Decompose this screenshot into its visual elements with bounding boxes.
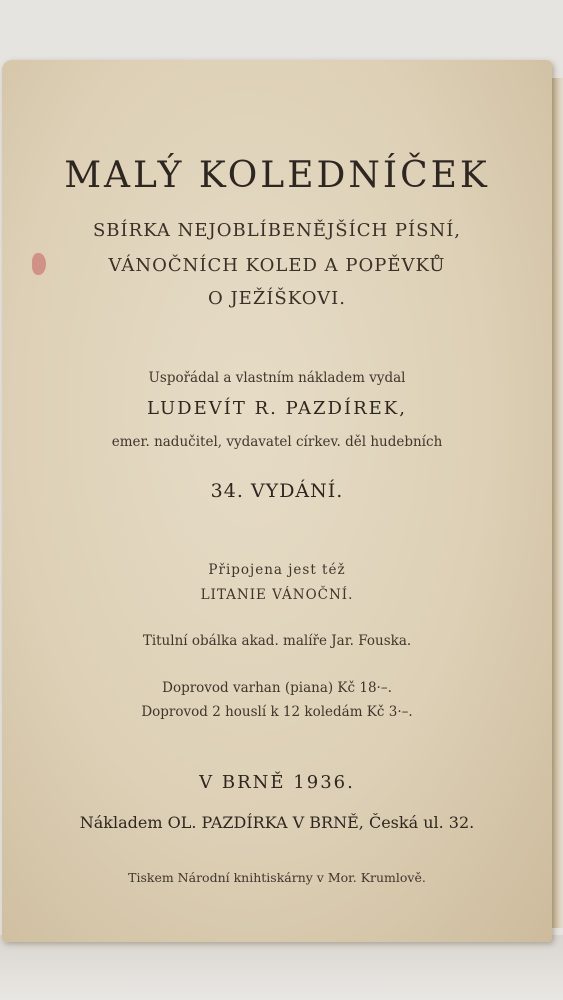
accompaniment-line-2: Doprovod 2 houslí k 12 koledám Kč 3·–.	[141, 704, 413, 720]
cover-credit: Titulní obálka akad. malíře Jar. Fouska.	[142, 633, 412, 649]
author-role: emer. nadučitel, vydavatel církev. děl hudebních	[111, 434, 443, 450]
book-title: MALÝ KOLEDNÍČEK	[64, 155, 490, 196]
edition-number: 34. VYDÁNÍ.	[210, 480, 344, 502]
printer-line: Tiskem Národní knihtiskárny v Mor. Krumlově.	[128, 870, 426, 885]
attached-note: Připojena jest též	[208, 562, 346, 578]
accompaniment-line-1: Doprovod varhan (piana) Kč 18·–.	[162, 680, 392, 696]
subtitle-line-1: SBÍRKA NEJOBLÍBENĚJŠÍCH PÍSNÍ,	[92, 220, 462, 241]
author-name: LUDEVÍT R. PAZDÍREK,	[147, 398, 407, 419]
litany-title: LITANIE VÁNOČNÍ.	[200, 587, 354, 603]
table-background	[0, 935, 563, 1000]
place-year: V BRNĚ 1936.	[199, 772, 355, 793]
arranged-by-line: Uspořádal a vlastním nákladem vydal	[148, 370, 406, 386]
title-page	[2, 60, 552, 942]
subtitle-line-3: O JEŽÍŠKOVI.	[207, 288, 347, 309]
publisher-line: Nákladem OL. PAZDÍRKA V BRNĚ, Česká ul. 32.	[79, 813, 475, 832]
subtitle-line-2: VÁNOČNÍCH KOLED A POPĚVKŮ	[108, 255, 446, 276]
